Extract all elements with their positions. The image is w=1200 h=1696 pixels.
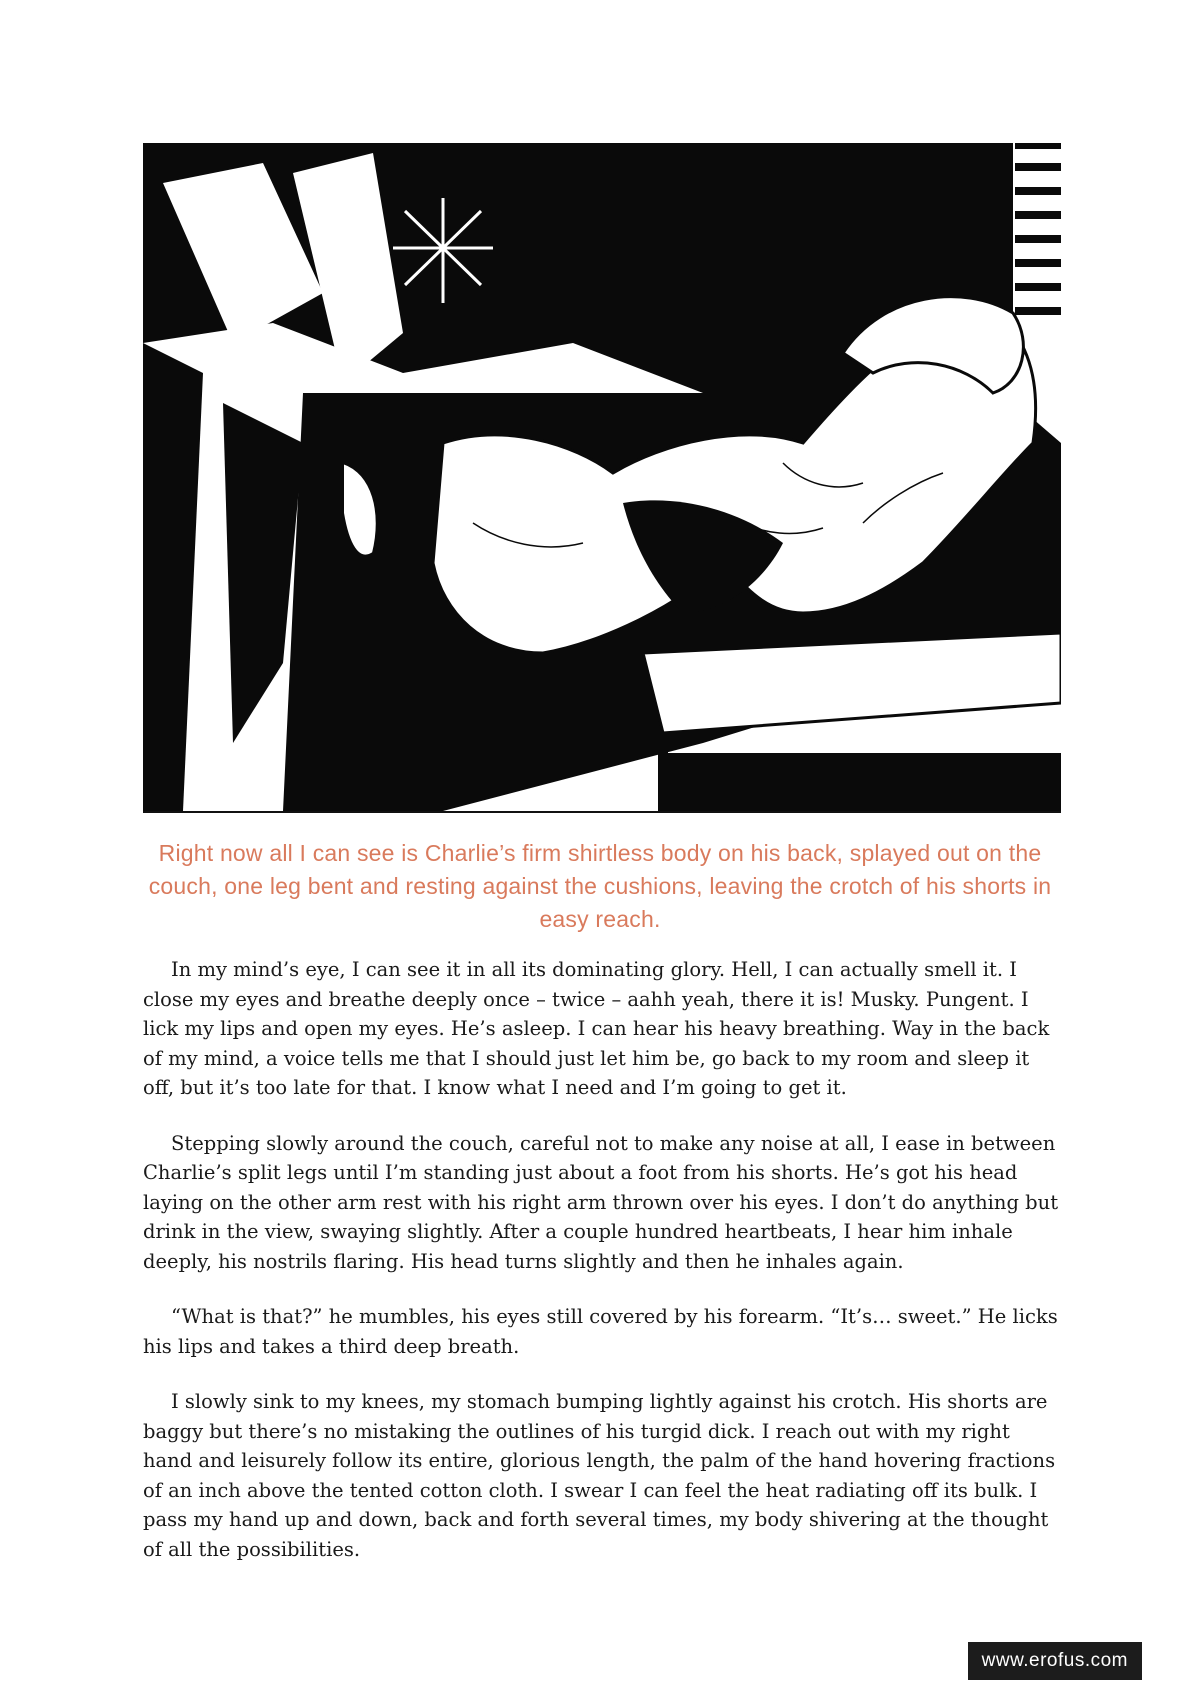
pull-quote-caption: Right now all I can see is Charlie’s firm shirtless body on his back, splayed out on the couch, one leg bent and resting against the cushions, leaving the crotch of his shorts in easy reach. (148, 840, 1052, 932)
paragraph: In my mind’s eye, I can see it in all its dominating glory. Hell, I can actually smell it. I close my eyes and breathe deeply once – twice – aahh yeah, there it is! Musky. Pungent. I lick my lips and open my eyes. He’s asleep. I can hear his heavy breathing. Way in the back of my mind, a voice tells me that I should just let him be, go back to my room and sleep it off, but it’s too late for that. I know what I need and I’m going to get it. (143, 958, 1050, 1099)
paragraph: “What is that?” he mumbles, his eyes still covered by his forearm. “It’s… sweet.” He licks his lips and takes a third deep breath. (143, 1305, 1058, 1358)
illustration-art (143, 143, 1061, 811)
story-body (143, 955, 1063, 1590)
paragraph: Stepping slowly around the couch, careful not to make any noise at all, I ease in between Charlie’s split legs until I’m standing just about a foot from his shorts. He’s got his head laying on the other arm rest with his right arm thrown over his eyes. I don’t do anything but drink in the view, swaying slightly. After a couple hundred heartbeats, I hear him inhale deeply, his nostrils flaring. His head turns slightly and then he inhales again. (143, 1131, 1059, 1273)
site-watermark: www.erofus.com (968, 1642, 1142, 1680)
paragraph: I slowly sink to my knees, my stomach bumping lightly against his crotch. His shorts are baggy but there’s no mistaking the outlines of his turgid dick. I reach out with my right hand and leisurely follow its entire, glorious length, the palm of the hand hovering fractions of an inch above the tented cotton cloth. I swear I can feel the heat radiating off its bulk. I pass my hand up and down, back and forth several times, my body shivering at the thought of all the possibilities. (143, 1390, 1056, 1561)
illustration-panel (143, 143, 1061, 813)
